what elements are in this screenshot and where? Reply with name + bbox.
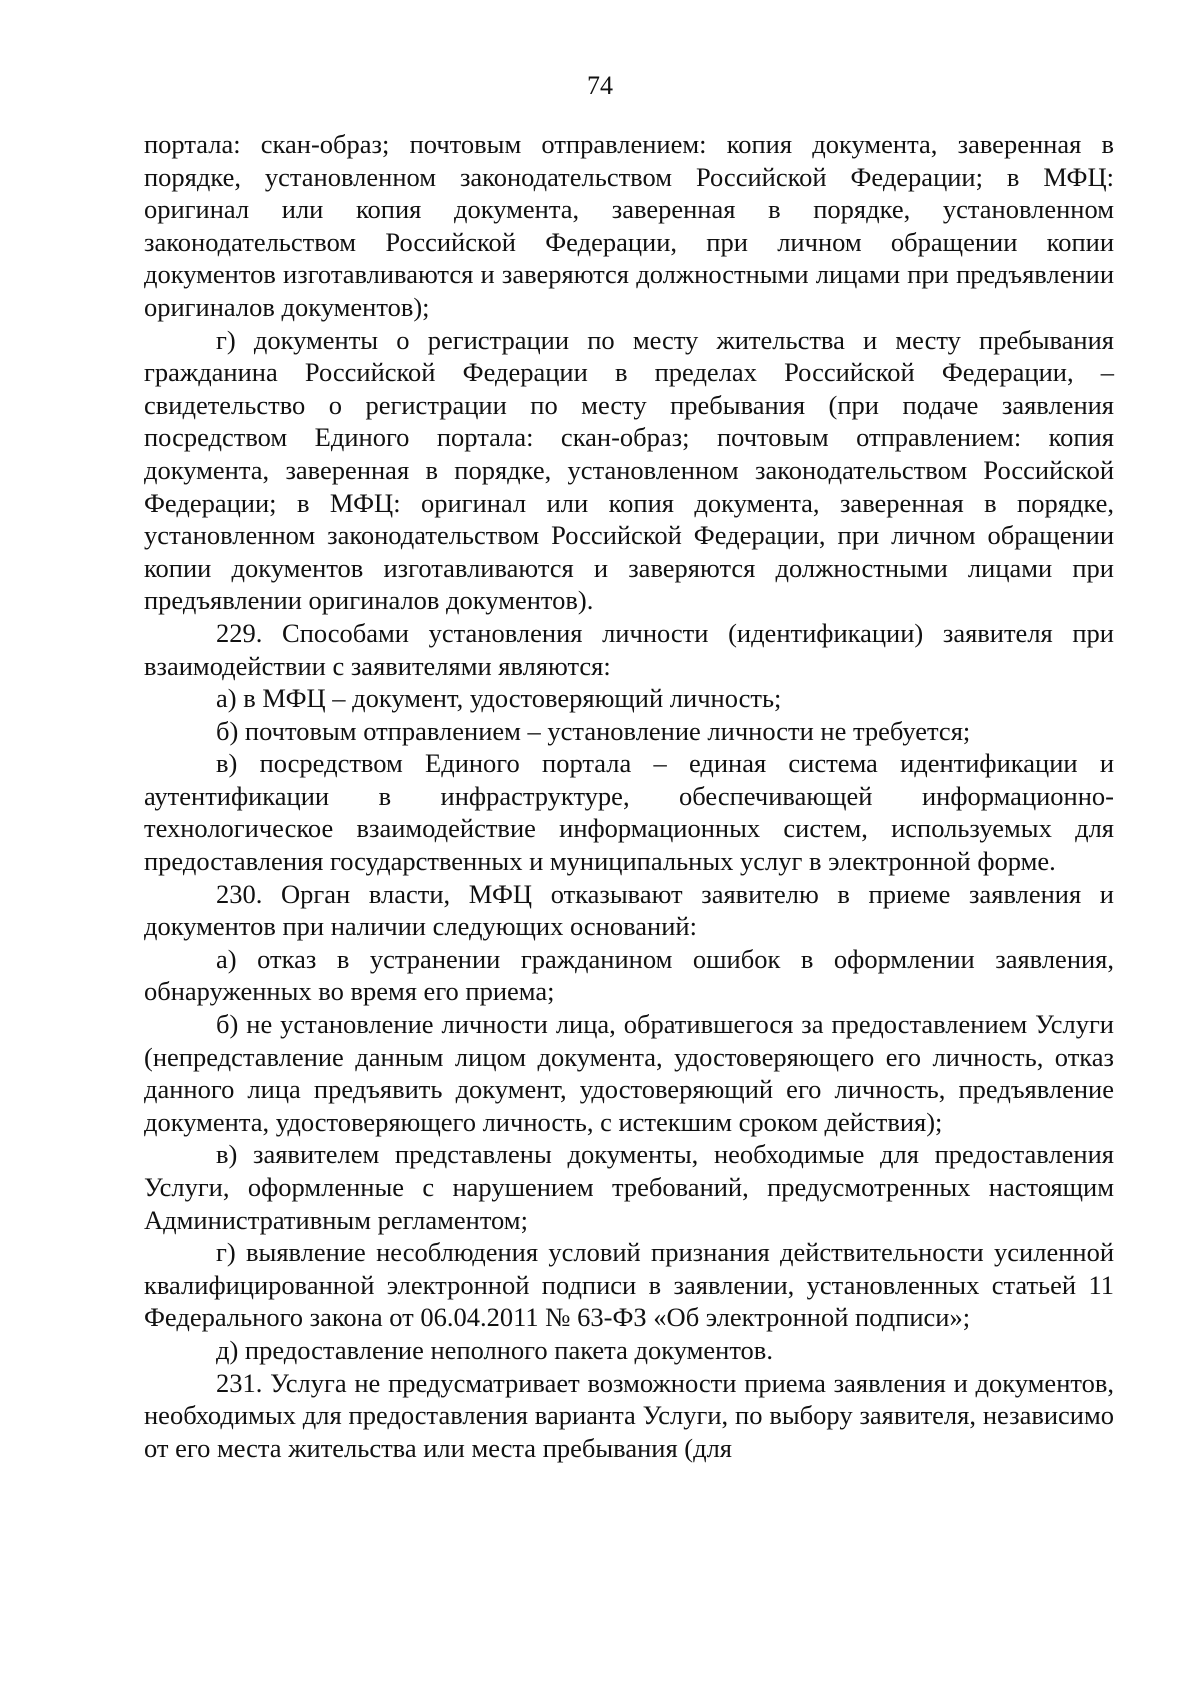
- paragraph-230-b: б) не установление личности лица, обратившегося за предоставлением Услуги (непредставление данным лицом документа, удостоверяющего его личность, отказ данного лица предъявить документ, удостоверяющий его личность, предъявление документа, удостоверяющего личность, с истекшим сроком действия);: [144, 1009, 1114, 1137]
- paragraph-230-d: д) предоставление неполного пакета документов.: [216, 1334, 773, 1365]
- paragraph-230: 230. Орган власти, МФЦ отказывают заявителю в приеме заявления и документов при наличии следующих оснований:: [144, 878, 1114, 942]
- paragraph-230-v: в) заявителем представлены документы, необходимые для предоставления Услуги, оформленные с нарушением требований, предусмотренных настоящим Административным регламентом;: [144, 1139, 1114, 1235]
- paragraph-229-v: в) посредством Единого портала – единая система идентификации и аутентификации в инфраструктуре, обеспечивающей информационно-технологическое взаимодействие информационных систем, используемых для предоставления государственных и муниципальных услуг в электронной форме.: [144, 748, 1114, 877]
- paragraph-229: 229. Способами установления личности (идентификации) заявителя при взаимодействии с заявителями являются:: [144, 617, 1114, 681]
- paragraph-230-a: а) отказ в устранении гражданином ошибок в оформлении заявления, обнаруженных во время его приема;: [144, 943, 1114, 1007]
- paragraph-continuation: портала: скан-образ; почтовым отправлением: копия документа, заверенная в порядке, установленном законодательством Российской Федерации; в МФЦ: оригинал или копия документа, заверенная в порядке, установленном законодательством Российской Федерации, при личном обращении копии документов изготавливаются и заверяются должностными лицами при предъявлении оригиналов документов);: [144, 129, 1114, 322]
- paragraph-item-g-registration: г) документы о регистрации по месту жительства и месту пребывания гражданина Российской Федерации в пределах Российской Федерации, – свидетельство о регистрации по месту пребывания (при подаче заявления посредством Единого портала: скан-образ; почтовым отправлением: копия документа, заверенная в порядке, установленном законодательством Российской Федерации; в МФЦ: оригинал или копия документа, заверенная в порядке, установленном законодательством Российской Федерации, при личном обращении копии документов изготавливаются и заверяются должностными лицами при предъявлении оригиналов документов).: [144, 324, 1114, 616]
- document-body: [144, 128, 1114, 1464]
- paragraph-229-a: а) в МФЦ – документ, удостоверяющий личность;: [216, 683, 782, 714]
- paragraph-229-b: б) почтовым отправлением – установление личности не требуется;: [216, 715, 971, 746]
- paragraph-230-g: г) выявление несоблюдения условий признания действительности усиленной квалифицированной электронной подписи в заявлении, установленных статьей 11 Федерального закона от 06.04.2011 № 63-ФЗ «Об электронной подписи»;: [144, 1237, 1114, 1333]
- paragraph-231: 231. Услуга не предусматривает возможности приема заявления и документов, необходимых для предоставления варианта Услуги, по выбору заявителя, независимо от его места жительства или места пребывания (для: [144, 1367, 1114, 1463]
- page-number: 74: [587, 71, 613, 100]
